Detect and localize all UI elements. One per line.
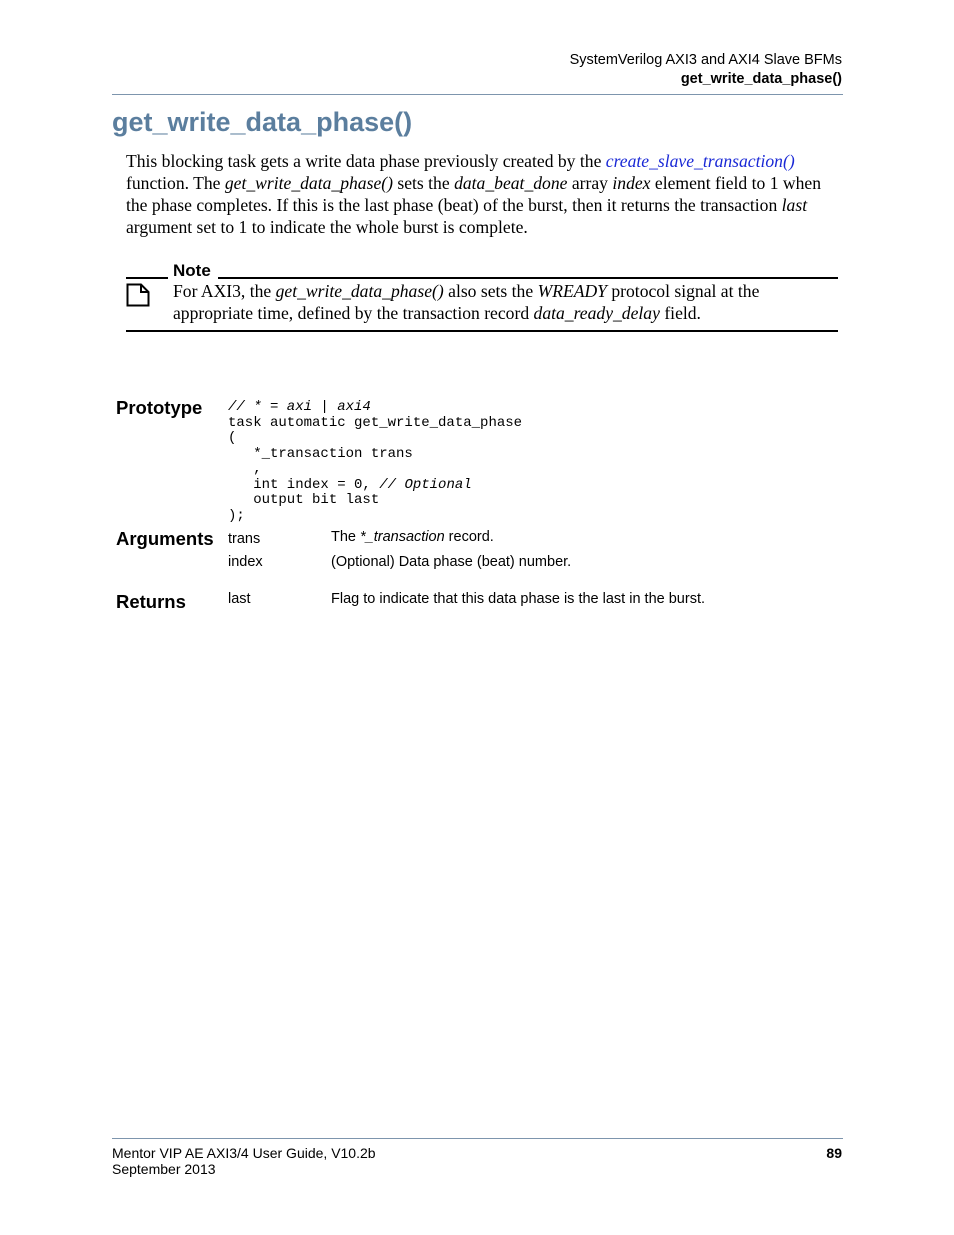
italic-term: get_write_data_phase() [275,281,444,301]
text: The [331,529,361,545]
note-page-icon [126,283,150,307]
code-comment: // * = axi | axi4 [228,399,371,415]
note-rule-bottom [126,330,838,332]
running-header-section: SystemVerilog AXI3 and AXI4 Slave BFMs [569,52,842,68]
text: also sets the [443,281,538,301]
code-line: ); [228,507,245,524]
note-rule-left [126,277,168,279]
text: field. [659,303,701,323]
note-rule-right [218,277,838,279]
page-number: 89 [826,1145,842,1161]
header-rule [112,94,843,95]
text: sets the [392,173,455,193]
prototype-label: Prototype [116,397,203,418]
argument-description: (Optional) Data phase (beat) number. [331,554,572,570]
argument-name: index [228,554,263,570]
note-label: Note [173,261,211,280]
text: element field to 1 when the phase completes. If this is the last phase (beat) of the burst, then it returns the transaction [126,173,822,215]
running-header-topic: get_write_data_phase() [680,71,842,87]
code-line: output bit last [228,492,380,508]
text: For AXI3, the [173,281,276,301]
page-title: get_write_data_phase() [112,107,413,137]
code-line: task automatic get_write_data_phase [228,414,523,431]
italic-term: last [781,195,808,215]
italic-term: *_transaction [360,529,445,545]
text: protocol signal at the appropriate time, defined by the transaction record [173,281,760,323]
code-line: , [228,461,262,477]
text: argument set to 1 to indicate the whole burst is complete. [126,217,528,237]
arguments-label: Arguments [116,528,214,549]
return-name: last [228,591,251,607]
prototype-code [228,400,522,524]
note-text [173,280,838,324]
returns-label: Returns [116,591,186,612]
code-line: *_transaction trans [228,445,413,462]
italic-term: WREADY [537,281,607,301]
footer-date: September 2013 [112,1161,216,1177]
code-line: ( [228,430,237,446]
text: record. [444,529,494,545]
code-comment: // Optional [379,476,472,493]
text: array [567,173,613,193]
text: This blocking task gets a write data phase previously created by the [126,151,606,171]
italic-term: data_ready_delay [533,303,660,323]
italic-term: index [612,173,651,193]
footer-rule [112,1138,843,1139]
argument-description [331,529,494,545]
footer-document-title: Mentor VIP AE AXI3/4 User Guide, V10.2b [112,1145,376,1161]
text: function. The [126,173,225,193]
italic-term: data_beat_done [454,173,568,193]
code-line: int index = 0, [228,476,380,493]
return-description: Flag to indicate that this data phase is the last in the burst. [331,591,705,607]
italic-term: get_write_data_phase() [224,173,393,193]
argument-name: trans [228,531,261,547]
description-paragraph [126,150,842,238]
create-slave-transaction-link[interactable]: create_slave_transaction() [605,151,795,171]
